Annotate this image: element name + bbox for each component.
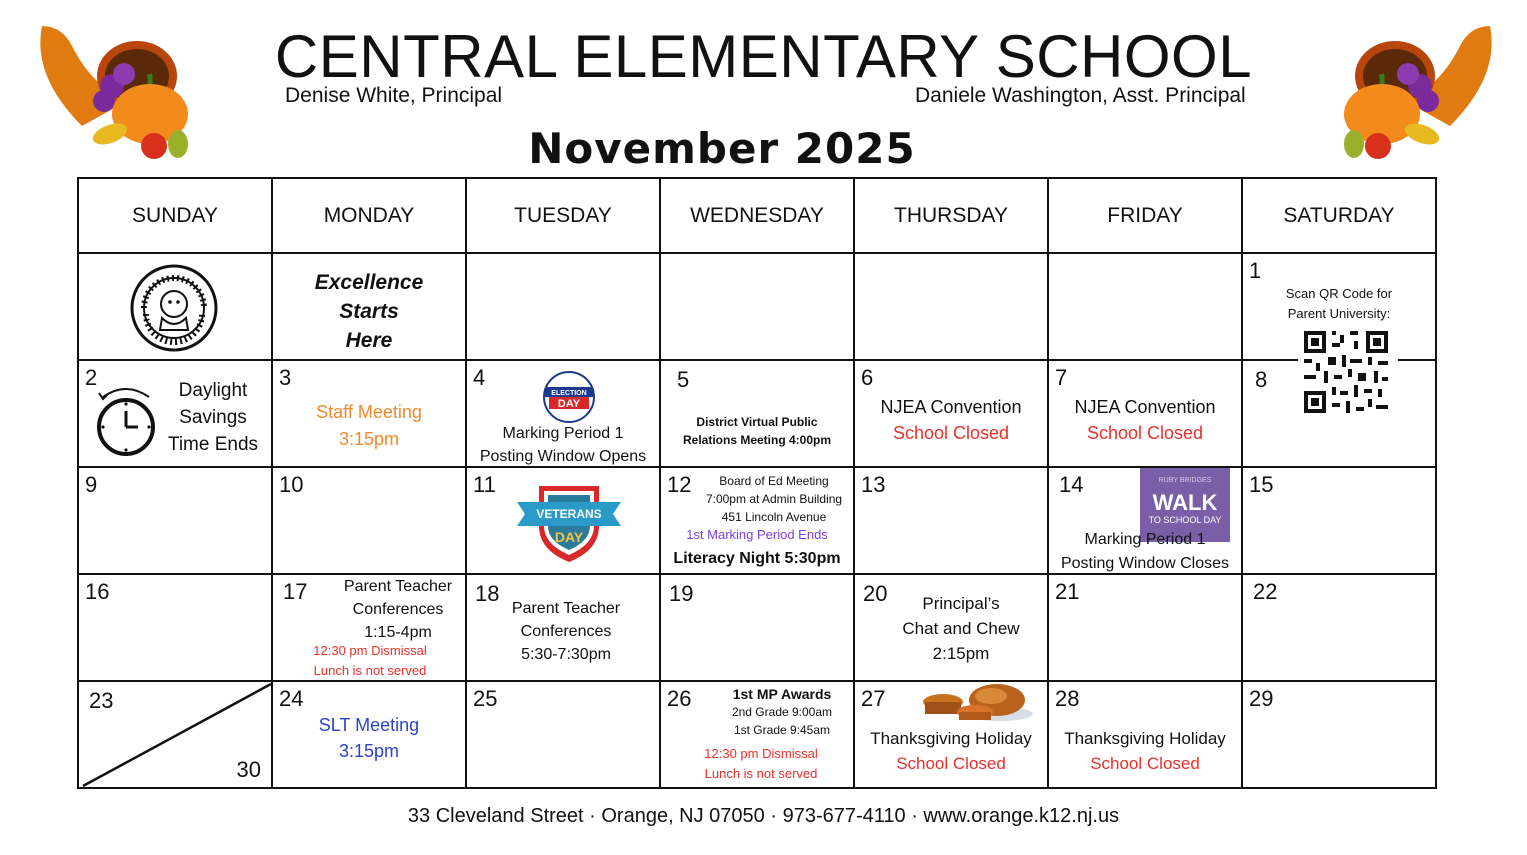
lunch-note-label: Lunch is not served — [313, 663, 427, 678]
event-line: District Virtual Public — [696, 415, 818, 429]
school-closed-label: School Closed — [1086, 423, 1204, 443]
day-cell-3 — [272, 360, 466, 467]
school-logo-icon — [130, 264, 218, 352]
day-cell-21 — [1048, 574, 1242, 681]
dismissal-label: 12:30 pm Dismissal — [313, 643, 427, 658]
event-line: Savings — [179, 407, 247, 428]
event-line: Chat and Chew — [902, 619, 1020, 638]
dismissal-label: 12:30 pm Dismissal — [704, 746, 818, 761]
day-cell-blank-tue — [466, 253, 660, 360]
week-row-3 — [78, 467, 1436, 574]
event-line: Relations Meeting 4:00pm — [682, 433, 832, 447]
walk-badge-bottom: TO SCHOOL DAY — [1148, 515, 1222, 525]
day-cell-4 — [466, 360, 660, 467]
literacy-night-label: Literacy Night 5:30pm — [673, 550, 841, 567]
day-number: 13 — [861, 472, 886, 497]
day-cell-19 — [660, 574, 854, 681]
marking-period-ends-label: 1st Marking Period Ends — [686, 527, 828, 542]
day-cell-26 — [660, 681, 854, 788]
day-number: 14 — [1059, 472, 1084, 497]
veterans-day-badge-icon — [515, 480, 623, 564]
day-cell-23-30 — [78, 681, 272, 788]
day-cell-24 — [272, 681, 466, 788]
day-number: 23 — [89, 688, 114, 713]
event-line: Marking Period 1 — [1084, 531, 1206, 548]
event-line: Thanksgiving Holiday — [1064, 729, 1226, 748]
weekday-friday: FRIDAY — [1048, 178, 1242, 253]
day-number: 8 — [1255, 367, 1268, 392]
motto-line-3: Here — [345, 329, 393, 352]
day-number: 16 — [85, 579, 110, 604]
election-day-badge-icon — [543, 371, 595, 423]
event-line: 1:15-4pm — [364, 624, 432, 641]
day-number: 29 — [1249, 686, 1274, 711]
day-cell-17 — [272, 574, 466, 681]
event-line: Parent Teacher — [343, 578, 453, 595]
event-line: Board of Ed Meeting — [719, 474, 829, 488]
school-closed-label: School Closed — [892, 423, 1010, 443]
veterans-badge-label: VETERANS — [536, 507, 602, 521]
event-line: Parent Teacher — [511, 600, 621, 617]
day-number: 9 — [85, 472, 98, 497]
event-line: Posting Window Closes — [1060, 555, 1230, 572]
weekday-wednesday: WEDNESDAY — [660, 178, 854, 253]
day-number: 5 — [677, 367, 690, 392]
weekday-saturday: SATURDAY — [1242, 178, 1436, 253]
event-line: 5:30-7:30pm — [521, 646, 611, 663]
month-title: November 2025 — [528, 124, 916, 173]
calendar-grid — [77, 177, 1437, 789]
day-number: 12 — [667, 472, 692, 497]
event-line: 1st MP Awards — [732, 686, 832, 702]
day-cell-20 — [854, 574, 1048, 681]
day-cell-7 — [1048, 360, 1242, 467]
event-line: 3:15pm — [338, 429, 400, 449]
day-number: 26 — [667, 686, 692, 711]
event-line: 2:15pm — [932, 644, 990, 663]
weekday-monday: MONDAY — [272, 178, 466, 253]
week-row-2 — [78, 360, 1436, 467]
school-name: CENTRAL ELEMENTARY SCHOOL — [274, 23, 1253, 90]
day-cell-blank-thu — [854, 253, 1048, 360]
day-cell-6 — [854, 360, 1048, 467]
event-line: SLT Meeting — [318, 715, 420, 735]
event-line: Conferences — [352, 601, 444, 618]
parent-university-qr-code[interactable] — [1298, 327, 1398, 419]
day-cell-29 — [1242, 681, 1436, 788]
walk-badge-title: WALK — [1152, 490, 1218, 515]
day-cell-blank-sun — [78, 253, 272, 360]
school-closed-label: School Closed — [1090, 754, 1200, 773]
day-cell-blank-fri — [1048, 253, 1242, 360]
day-cell-5 — [660, 360, 854, 467]
day-number: 4 — [473, 365, 486, 390]
event-line: Time Ends — [167, 434, 259, 455]
day-number: 19 — [669, 581, 694, 606]
qr-caption-line-1: Scan QR Code for — [1285, 286, 1393, 301]
day-cell-11 — [466, 467, 660, 574]
day-number: 2 — [85, 365, 98, 390]
day-number: 20 — [863, 581, 888, 606]
school-address-footer: 33 Cleveland Street · Orange, NJ 07050 · 973-677-4110 · www.orange.k12.nj.us — [407, 805, 1120, 827]
event-line: Thanksgiving Holiday — [870, 729, 1032, 748]
day-number: 6 — [861, 365, 874, 390]
day-cell-12 — [660, 467, 854, 574]
day-number: 3 — [279, 365, 292, 390]
veterans-badge-day: DAY — [554, 529, 584, 545]
motto-line-2: Starts — [339, 300, 399, 323]
day-number: 17 — [283, 579, 308, 604]
qr-caption-line-2: Parent University: — [1287, 306, 1391, 321]
event-line: Marking Period 1 — [502, 425, 624, 442]
event-line: Posting Window Opens — [479, 448, 647, 465]
day-cell-9 — [78, 467, 272, 574]
event-line: 2nd Grade 9:00am — [731, 705, 833, 719]
day-cell-15 — [1242, 467, 1436, 574]
day-number: 15 — [1249, 472, 1274, 497]
election-badge-label: ELECTION — [551, 390, 587, 397]
lunch-note-label: Lunch is not served — [704, 766, 818, 781]
week-row-4 — [78, 574, 1436, 681]
asst-principal-name: Daniele Washington, Asst. Principal — [915, 84, 1246, 107]
school-closed-label: School Closed — [896, 754, 1006, 773]
day-cell-25 — [466, 681, 660, 788]
day-cell-28 — [1048, 681, 1242, 788]
day-number-30: 30 — [236, 757, 261, 782]
day-cell-22 — [1242, 574, 1436, 681]
principal-name: Denise White, Principal — [285, 84, 503, 107]
day-number: 24 — [279, 686, 304, 711]
event-line: Daylight — [178, 380, 248, 401]
event-line: 451 Lincoln Avenue — [721, 510, 827, 524]
thanksgiving-feast-icon — [919, 681, 1035, 724]
day-number: 18 — [475, 581, 500, 606]
election-badge-day: DAY — [557, 398, 581, 410]
day-cell-2 — [78, 360, 272, 467]
event-line: Staff Meeting — [316, 402, 422, 422]
walk-badge-top: RUBY BRIDGES — [1158, 477, 1212, 484]
week-row-5 — [78, 681, 1436, 788]
day-number: 21 — [1055, 579, 1080, 604]
clock-icon — [95, 383, 157, 457]
day-cell-27 — [854, 681, 1048, 788]
event-line: 3:15pm — [338, 741, 400, 761]
day-cell-13 — [854, 467, 1048, 574]
event-line: Principal’s — [922, 594, 1000, 613]
day-cell-14 — [1048, 467, 1242, 574]
event-line: NJEA Convention — [880, 397, 1022, 417]
day-cell-18 — [466, 574, 660, 681]
event-line: NJEA Convention — [1074, 397, 1216, 417]
week-row-1 — [78, 253, 1436, 360]
weekday-header-row — [78, 178, 1436, 253]
day-number: 11 — [473, 472, 496, 497]
event-line: 1st Grade 9:45am — [733, 723, 831, 737]
day-number: 1 — [1249, 258, 1262, 283]
weekday-thursday: THURSDAY — [854, 178, 1048, 253]
event-line: 7:00pm at Admin Building — [705, 492, 843, 506]
weekday-tuesday: TUESDAY — [466, 178, 660, 253]
day-cell-10 — [272, 467, 466, 574]
day-number: 7 — [1055, 365, 1068, 390]
event-line: Conferences — [520, 623, 612, 640]
day-cell-16 — [78, 574, 272, 681]
day-number: 28 — [1055, 686, 1080, 711]
day-cell-blank-mon — [272, 253, 466, 360]
day-number: 27 — [861, 686, 886, 711]
day-number: 22 — [1253, 579, 1278, 604]
weekday-sunday: SUNDAY — [78, 178, 272, 253]
day-number: 25 — [473, 686, 498, 711]
day-number: 10 — [279, 472, 304, 497]
day-cell-blank-wed — [660, 253, 854, 360]
motto-line-1: Excellence — [314, 271, 424, 294]
